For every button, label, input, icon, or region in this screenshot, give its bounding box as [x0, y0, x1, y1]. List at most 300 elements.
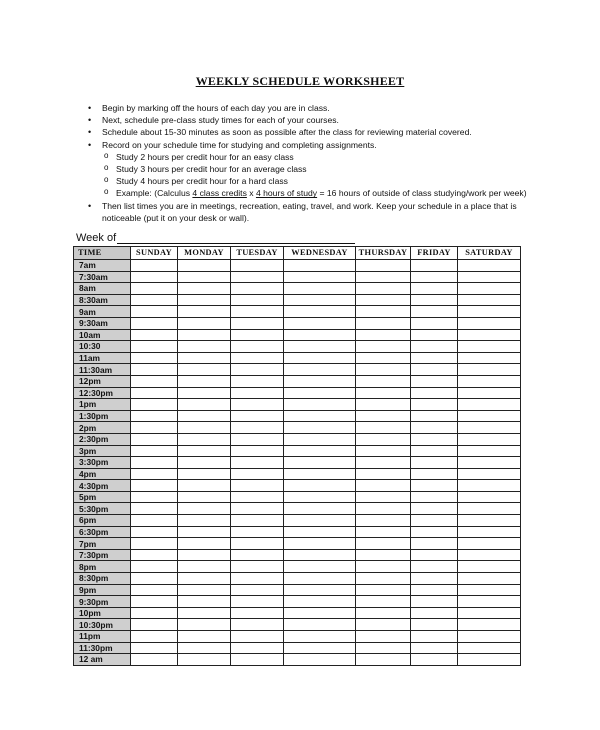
schedule-cell[interactable] [284, 260, 356, 272]
schedule-cell[interactable] [284, 642, 356, 654]
schedule-cell[interactable] [178, 387, 231, 399]
schedule-cell[interactable] [284, 399, 356, 411]
schedule-cell[interactable] [356, 503, 411, 515]
schedule-cell[interactable] [458, 364, 521, 376]
time-cell: 9:30pm [74, 596, 131, 608]
time-cell: 7:30am [74, 271, 131, 283]
schedule-cell[interactable] [178, 364, 231, 376]
schedule-cell[interactable] [178, 306, 231, 318]
schedule-cell[interactable] [356, 654, 411, 666]
schedule-cell[interactable] [131, 445, 178, 457]
schedule-cell[interactable] [284, 375, 356, 387]
schedule-cell[interactable] [356, 364, 411, 376]
table-row [74, 642, 521, 654]
schedule-cell[interactable] [458, 375, 521, 387]
schedule-cell[interactable] [356, 433, 411, 445]
column-header-thursday: THURSDAY [356, 247, 411, 260]
schedule-cell[interactable] [458, 526, 521, 538]
schedule-cell[interactable] [356, 457, 411, 469]
time-cell: 11am [74, 352, 131, 364]
schedule-cell[interactable] [231, 480, 284, 492]
schedule-cell[interactable] [231, 584, 284, 596]
instruction-item: • Schedule about 15-30 minutes as soon as possible after the class for reviewing material covered. [88, 126, 538, 138]
schedule-cell[interactable] [284, 561, 356, 573]
schedule-cell[interactable] [231, 515, 284, 527]
schedule-cell[interactable] [131, 642, 178, 654]
table-row [74, 596, 521, 608]
schedule-cell[interactable] [411, 584, 458, 596]
schedule-cell[interactable] [356, 283, 411, 295]
schedule-cell[interactable] [178, 573, 231, 585]
schedule-cell[interactable] [178, 515, 231, 527]
schedule-cell[interactable] [131, 317, 178, 329]
schedule-cell[interactable] [458, 538, 521, 550]
schedule-cell[interactable] [178, 503, 231, 515]
schedule-cell[interactable] [356, 596, 411, 608]
table-row [74, 654, 521, 666]
schedule-cell[interactable] [131, 387, 178, 399]
schedule-cell[interactable] [411, 607, 458, 619]
schedule-cell[interactable] [411, 317, 458, 329]
schedule-cell[interactable] [231, 607, 284, 619]
schedule-cell[interactable] [458, 573, 521, 585]
schedule-cell[interactable] [178, 584, 231, 596]
table-row [74, 375, 521, 387]
schedule-cell[interactable] [356, 561, 411, 573]
schedule-cell[interactable] [411, 491, 458, 503]
time-cell: 8:30am [74, 294, 131, 306]
schedule-cell[interactable] [178, 283, 231, 295]
schedule-cell[interactable] [131, 468, 178, 480]
schedule-cell[interactable] [131, 573, 178, 585]
schedule-cell[interactable] [284, 584, 356, 596]
schedule-cell[interactable] [356, 271, 411, 283]
schedule-cell[interactable] [284, 549, 356, 561]
schedule-cell[interactable] [411, 433, 458, 445]
schedule-cell[interactable] [458, 642, 521, 654]
schedule-cell[interactable] [178, 607, 231, 619]
schedule-cell[interactable] [356, 468, 411, 480]
schedule-cell[interactable] [284, 283, 356, 295]
schedule-cell[interactable] [284, 422, 356, 434]
schedule-cell[interactable] [411, 642, 458, 654]
table-row [74, 526, 521, 538]
schedule-cell[interactable] [411, 260, 458, 272]
table-row [74, 422, 521, 434]
schedule-cell[interactable] [284, 410, 356, 422]
instruction-item: • Record on your schedule time for studying and completing assignments. [88, 139, 538, 151]
schedule-cell[interactable] [284, 468, 356, 480]
schedule-cell[interactable] [411, 480, 458, 492]
schedule-cell[interactable] [231, 549, 284, 561]
schedule-cell[interactable] [131, 422, 178, 434]
schedule-cell[interactable] [356, 480, 411, 492]
schedule-cell[interactable] [284, 573, 356, 585]
schedule-cell[interactable] [411, 399, 458, 411]
schedule-cell[interactable] [411, 457, 458, 469]
schedule-cell[interactable] [356, 294, 411, 306]
schedule-cell[interactable] [178, 468, 231, 480]
instruction-subitem: o Study 3 hours per credit hour for an average class [88, 163, 538, 175]
schedule-cell[interactable] [284, 480, 356, 492]
schedule-cell[interactable] [411, 619, 458, 631]
example-hours: 4 hours of study [255, 188, 318, 199]
schedule-cell[interactable] [284, 538, 356, 550]
schedule-cell[interactable] [231, 619, 284, 631]
schedule-cell[interactable] [178, 433, 231, 445]
time-cell: 11:30pm [74, 642, 131, 654]
schedule-cell[interactable] [411, 294, 458, 306]
schedule-cell[interactable] [284, 491, 356, 503]
table-row [74, 306, 521, 318]
schedule-cell[interactable] [411, 271, 458, 283]
schedule-cell[interactable] [131, 271, 178, 283]
schedule-cell[interactable] [178, 445, 231, 457]
schedule-cell[interactable] [231, 317, 284, 329]
schedule-cell[interactable] [231, 642, 284, 654]
schedule-cell[interactable] [458, 317, 521, 329]
schedule-cell[interactable] [131, 584, 178, 596]
schedule-cell[interactable] [231, 329, 284, 341]
schedule-cell[interactable] [411, 306, 458, 318]
schedule-cell[interactable] [131, 352, 178, 364]
schedule-cell[interactable] [356, 317, 411, 329]
schedule-cell[interactable] [131, 260, 178, 272]
schedule-cell[interactable] [411, 283, 458, 295]
schedule-cell[interactable] [131, 306, 178, 318]
schedule-cell[interactable] [178, 631, 231, 643]
time-cell: 7am [74, 260, 131, 272]
schedule-cell[interactable] [231, 561, 284, 573]
schedule-cell[interactable] [458, 306, 521, 318]
schedule-cell[interactable] [284, 526, 356, 538]
schedule-cell[interactable] [231, 410, 284, 422]
schedule-cell[interactable] [231, 573, 284, 585]
schedule-cell[interactable] [411, 654, 458, 666]
schedule-cell[interactable] [411, 515, 458, 527]
schedule-cell[interactable] [131, 561, 178, 573]
schedule-cell[interactable] [411, 364, 458, 376]
example-text: = 16 hours of outside of class studying/work per week) [317, 188, 527, 199]
table-row [74, 480, 521, 492]
schedule-cell[interactable] [284, 364, 356, 376]
schedule-cell[interactable] [178, 457, 231, 469]
schedule-cell[interactable] [231, 596, 284, 608]
schedule-cell[interactable] [178, 341, 231, 353]
schedule-cell[interactable] [284, 631, 356, 643]
table-row [74, 341, 521, 353]
schedule-cell[interactable] [131, 515, 178, 527]
instruction-item: • Next, schedule pre-class study times for each of your courses. [88, 114, 538, 126]
schedule-cell[interactable] [178, 329, 231, 341]
schedule-cell[interactable] [458, 271, 521, 283]
schedule-cell[interactable] [131, 654, 178, 666]
schedule-cell[interactable] [178, 271, 231, 283]
table-row [74, 503, 521, 515]
schedule-cell[interactable] [131, 538, 178, 550]
schedule-cell[interactable] [131, 375, 178, 387]
schedule-cell[interactable] [178, 526, 231, 538]
schedule-cell[interactable] [231, 422, 284, 434]
schedule-cell[interactable] [131, 619, 178, 631]
schedule-cell[interactable] [131, 607, 178, 619]
schedule-cell[interactable] [231, 654, 284, 666]
schedule-cell[interactable] [458, 352, 521, 364]
schedule-cell[interactable] [411, 468, 458, 480]
schedule-cell[interactable] [178, 260, 231, 272]
schedule-cell[interactable] [178, 352, 231, 364]
schedule-cell[interactable] [458, 515, 521, 527]
schedule-cell[interactable] [284, 654, 356, 666]
schedule-cell[interactable] [284, 341, 356, 353]
schedule-cell[interactable] [356, 515, 411, 527]
schedule-cell[interactable] [458, 468, 521, 480]
schedule-cell[interactable] [284, 433, 356, 445]
schedule-cell[interactable] [411, 422, 458, 434]
schedule-cell[interactable] [411, 549, 458, 561]
schedule-cell[interactable] [231, 352, 284, 364]
schedule-cell[interactable] [458, 480, 521, 492]
schedule-cell[interactable] [284, 352, 356, 364]
schedule-cell[interactable] [356, 642, 411, 654]
schedule-cell[interactable] [178, 596, 231, 608]
schedule-cell[interactable] [356, 607, 411, 619]
table-row [74, 317, 521, 329]
schedule-cell[interactable] [131, 364, 178, 376]
schedule-cell[interactable] [231, 399, 284, 411]
schedule-cell[interactable] [458, 584, 521, 596]
schedule-cell[interactable] [458, 503, 521, 515]
schedule-cell[interactable] [458, 549, 521, 561]
schedule-cell[interactable] [411, 596, 458, 608]
schedule-cell[interactable] [231, 294, 284, 306]
schedule-cell[interactable] [458, 607, 521, 619]
schedule-cell[interactable] [131, 410, 178, 422]
schedule-cell[interactable] [458, 410, 521, 422]
schedule-cell[interactable] [411, 561, 458, 573]
schedule-cell[interactable] [231, 433, 284, 445]
schedule-cell[interactable] [356, 387, 411, 399]
schedule-cell[interactable] [356, 631, 411, 643]
schedule-cell[interactable] [411, 573, 458, 585]
time-cell: 8pm [74, 561, 131, 573]
schedule-cell[interactable] [131, 596, 178, 608]
table-row [74, 399, 521, 411]
schedule-cell[interactable] [356, 526, 411, 538]
schedule-cell[interactable] [458, 399, 521, 411]
column-header-friday: FRIDAY [411, 247, 458, 260]
schedule-cell[interactable] [411, 503, 458, 515]
time-cell: 12 am [74, 654, 131, 666]
schedule-cell[interactable] [458, 445, 521, 457]
schedule-cell[interactable] [178, 410, 231, 422]
time-cell: 9am [74, 306, 131, 318]
schedule-cell[interactable] [356, 260, 411, 272]
schedule-cell[interactable] [178, 549, 231, 561]
schedule-cell[interactable] [131, 283, 178, 295]
schedule-cell[interactable] [231, 468, 284, 480]
schedule-cell[interactable] [231, 631, 284, 643]
schedule-cell[interactable] [411, 445, 458, 457]
schedule-cell[interactable] [131, 399, 178, 411]
schedule-cell[interactable] [131, 631, 178, 643]
schedule-cell[interactable] [231, 387, 284, 399]
schedule-cell[interactable] [284, 271, 356, 283]
schedule-cell[interactable] [131, 526, 178, 538]
schedule-cell[interactable] [356, 538, 411, 550]
table-body [74, 260, 521, 666]
week-of-line[interactable] [117, 233, 355, 244]
schedule-cell[interactable] [411, 538, 458, 550]
schedule-cell[interactable] [458, 260, 521, 272]
table-row [74, 364, 521, 376]
schedule-cell[interactable] [231, 271, 284, 283]
schedule-cell[interactable] [458, 387, 521, 399]
schedule-cell[interactable] [231, 538, 284, 550]
schedule-cell[interactable] [458, 283, 521, 295]
week-of-field[interactable] [76, 232, 355, 244]
schedule-cell[interactable] [356, 410, 411, 422]
schedule-cell[interactable] [411, 526, 458, 538]
schedule-cell[interactable] [231, 306, 284, 318]
schedule-cell[interactable] [284, 619, 356, 631]
schedule-cell[interactable] [411, 375, 458, 387]
schedule-cell[interactable] [356, 341, 411, 353]
schedule-cell[interactable] [231, 341, 284, 353]
table-row [74, 607, 521, 619]
schedule-cell[interactable] [356, 422, 411, 434]
schedule-cell[interactable] [178, 399, 231, 411]
schedule-cell[interactable] [284, 294, 356, 306]
schedule-cell[interactable] [356, 375, 411, 387]
schedule-cell[interactable] [178, 480, 231, 492]
example-credits: 4 class credits [192, 188, 247, 199]
schedule-cell[interactable] [284, 457, 356, 469]
schedule-cell[interactable] [458, 457, 521, 469]
schedule-cell[interactable] [356, 491, 411, 503]
schedule-cell[interactable] [231, 491, 284, 503]
schedule-cell[interactable] [131, 503, 178, 515]
time-cell: 1pm [74, 399, 131, 411]
schedule-cell[interactable] [284, 596, 356, 608]
schedule-cell[interactable] [178, 619, 231, 631]
schedule-cell[interactable] [458, 422, 521, 434]
schedule-cell[interactable] [458, 631, 521, 643]
time-cell: 5:30pm [74, 503, 131, 515]
schedule-cell[interactable] [356, 306, 411, 318]
schedule-cell[interactable] [284, 445, 356, 457]
schedule-cell[interactable] [411, 631, 458, 643]
schedule-cell[interactable] [284, 607, 356, 619]
schedule-cell[interactable] [356, 549, 411, 561]
schedule-cell[interactable] [356, 352, 411, 364]
schedule-cell[interactable] [458, 433, 521, 445]
schedule-cell[interactable] [284, 515, 356, 527]
time-cell: 1:30pm [74, 410, 131, 422]
schedule-cell[interactable] [178, 561, 231, 573]
schedule-cell[interactable] [178, 491, 231, 503]
time-cell: 9:30am [74, 317, 131, 329]
schedule-cell[interactable] [131, 341, 178, 353]
schedule-cell[interactable] [458, 596, 521, 608]
schedule-cell[interactable] [231, 526, 284, 538]
schedule-cell[interactable] [411, 387, 458, 399]
schedule-cell[interactable] [231, 503, 284, 515]
schedule-cell[interactable] [231, 260, 284, 272]
schedule-cell[interactable] [231, 457, 284, 469]
schedule-cell[interactable] [178, 654, 231, 666]
schedule-cell[interactable] [178, 422, 231, 434]
schedule-cell[interactable] [231, 364, 284, 376]
schedule-cell[interactable] [231, 283, 284, 295]
schedule-cell[interactable] [131, 294, 178, 306]
time-cell: 12pm [74, 375, 131, 387]
schedule-cell[interactable] [131, 491, 178, 503]
schedule-cell[interactable] [284, 503, 356, 515]
schedule-cell[interactable] [356, 573, 411, 585]
schedule-cell[interactable] [356, 399, 411, 411]
schedule-cell[interactable] [458, 341, 521, 353]
schedule-cell[interactable] [458, 491, 521, 503]
week-of-label: Week of [76, 232, 117, 244]
time-cell: 4pm [74, 468, 131, 480]
table-row [74, 457, 521, 469]
schedule-cell[interactable] [458, 654, 521, 666]
schedule-cell[interactable] [411, 410, 458, 422]
schedule-cell[interactable] [178, 317, 231, 329]
schedule-cell[interactable] [284, 306, 356, 318]
schedule-cell[interactable] [178, 538, 231, 550]
schedule-cell[interactable] [231, 375, 284, 387]
schedule-cell[interactable] [178, 294, 231, 306]
example-text: x [246, 188, 256, 199]
schedule-cell[interactable] [356, 445, 411, 457]
schedule-cell[interactable] [284, 317, 356, 329]
schedule-cell[interactable] [131, 433, 178, 445]
time-cell: 11pm [74, 631, 131, 643]
table-row [74, 584, 521, 596]
schedule-cell[interactable] [131, 549, 178, 561]
table-row [74, 294, 521, 306]
schedule-cell[interactable] [356, 329, 411, 341]
schedule-cell[interactable] [458, 329, 521, 341]
example-text: Example: (Calculus [116, 188, 193, 199]
schedule-cell[interactable] [458, 619, 521, 631]
column-header-saturday: SATURDAY [458, 247, 521, 260]
table-row [74, 538, 521, 550]
schedule-cell[interactable] [356, 584, 411, 596]
schedule-cell[interactable] [284, 329, 356, 341]
schedule-cell[interactable] [411, 329, 458, 341]
table-row [74, 283, 521, 295]
schedule-cell[interactable] [411, 341, 458, 353]
instruction-item: • Then list times you are in meetings, recreation, eating, travel, and work. Keep your schedule in a place that is noticeable (put it on your desk or wall). [88, 200, 538, 224]
time-cell: 10am [74, 329, 131, 341]
schedule-cell[interactable] [411, 352, 458, 364]
schedule-cell[interactable] [231, 445, 284, 457]
time-cell: 2pm [74, 422, 131, 434]
schedule-cell[interactable] [458, 294, 521, 306]
schedule-cell[interactable] [284, 387, 356, 399]
schedule-cell[interactable] [131, 329, 178, 341]
schedule-cell[interactable] [458, 561, 521, 573]
schedule-cell[interactable] [131, 457, 178, 469]
schedule-cell[interactable] [178, 642, 231, 654]
schedule-cell[interactable] [356, 619, 411, 631]
schedule-cell[interactable] [178, 375, 231, 387]
table-row [74, 410, 521, 422]
schedule-cell[interactable] [131, 480, 178, 492]
